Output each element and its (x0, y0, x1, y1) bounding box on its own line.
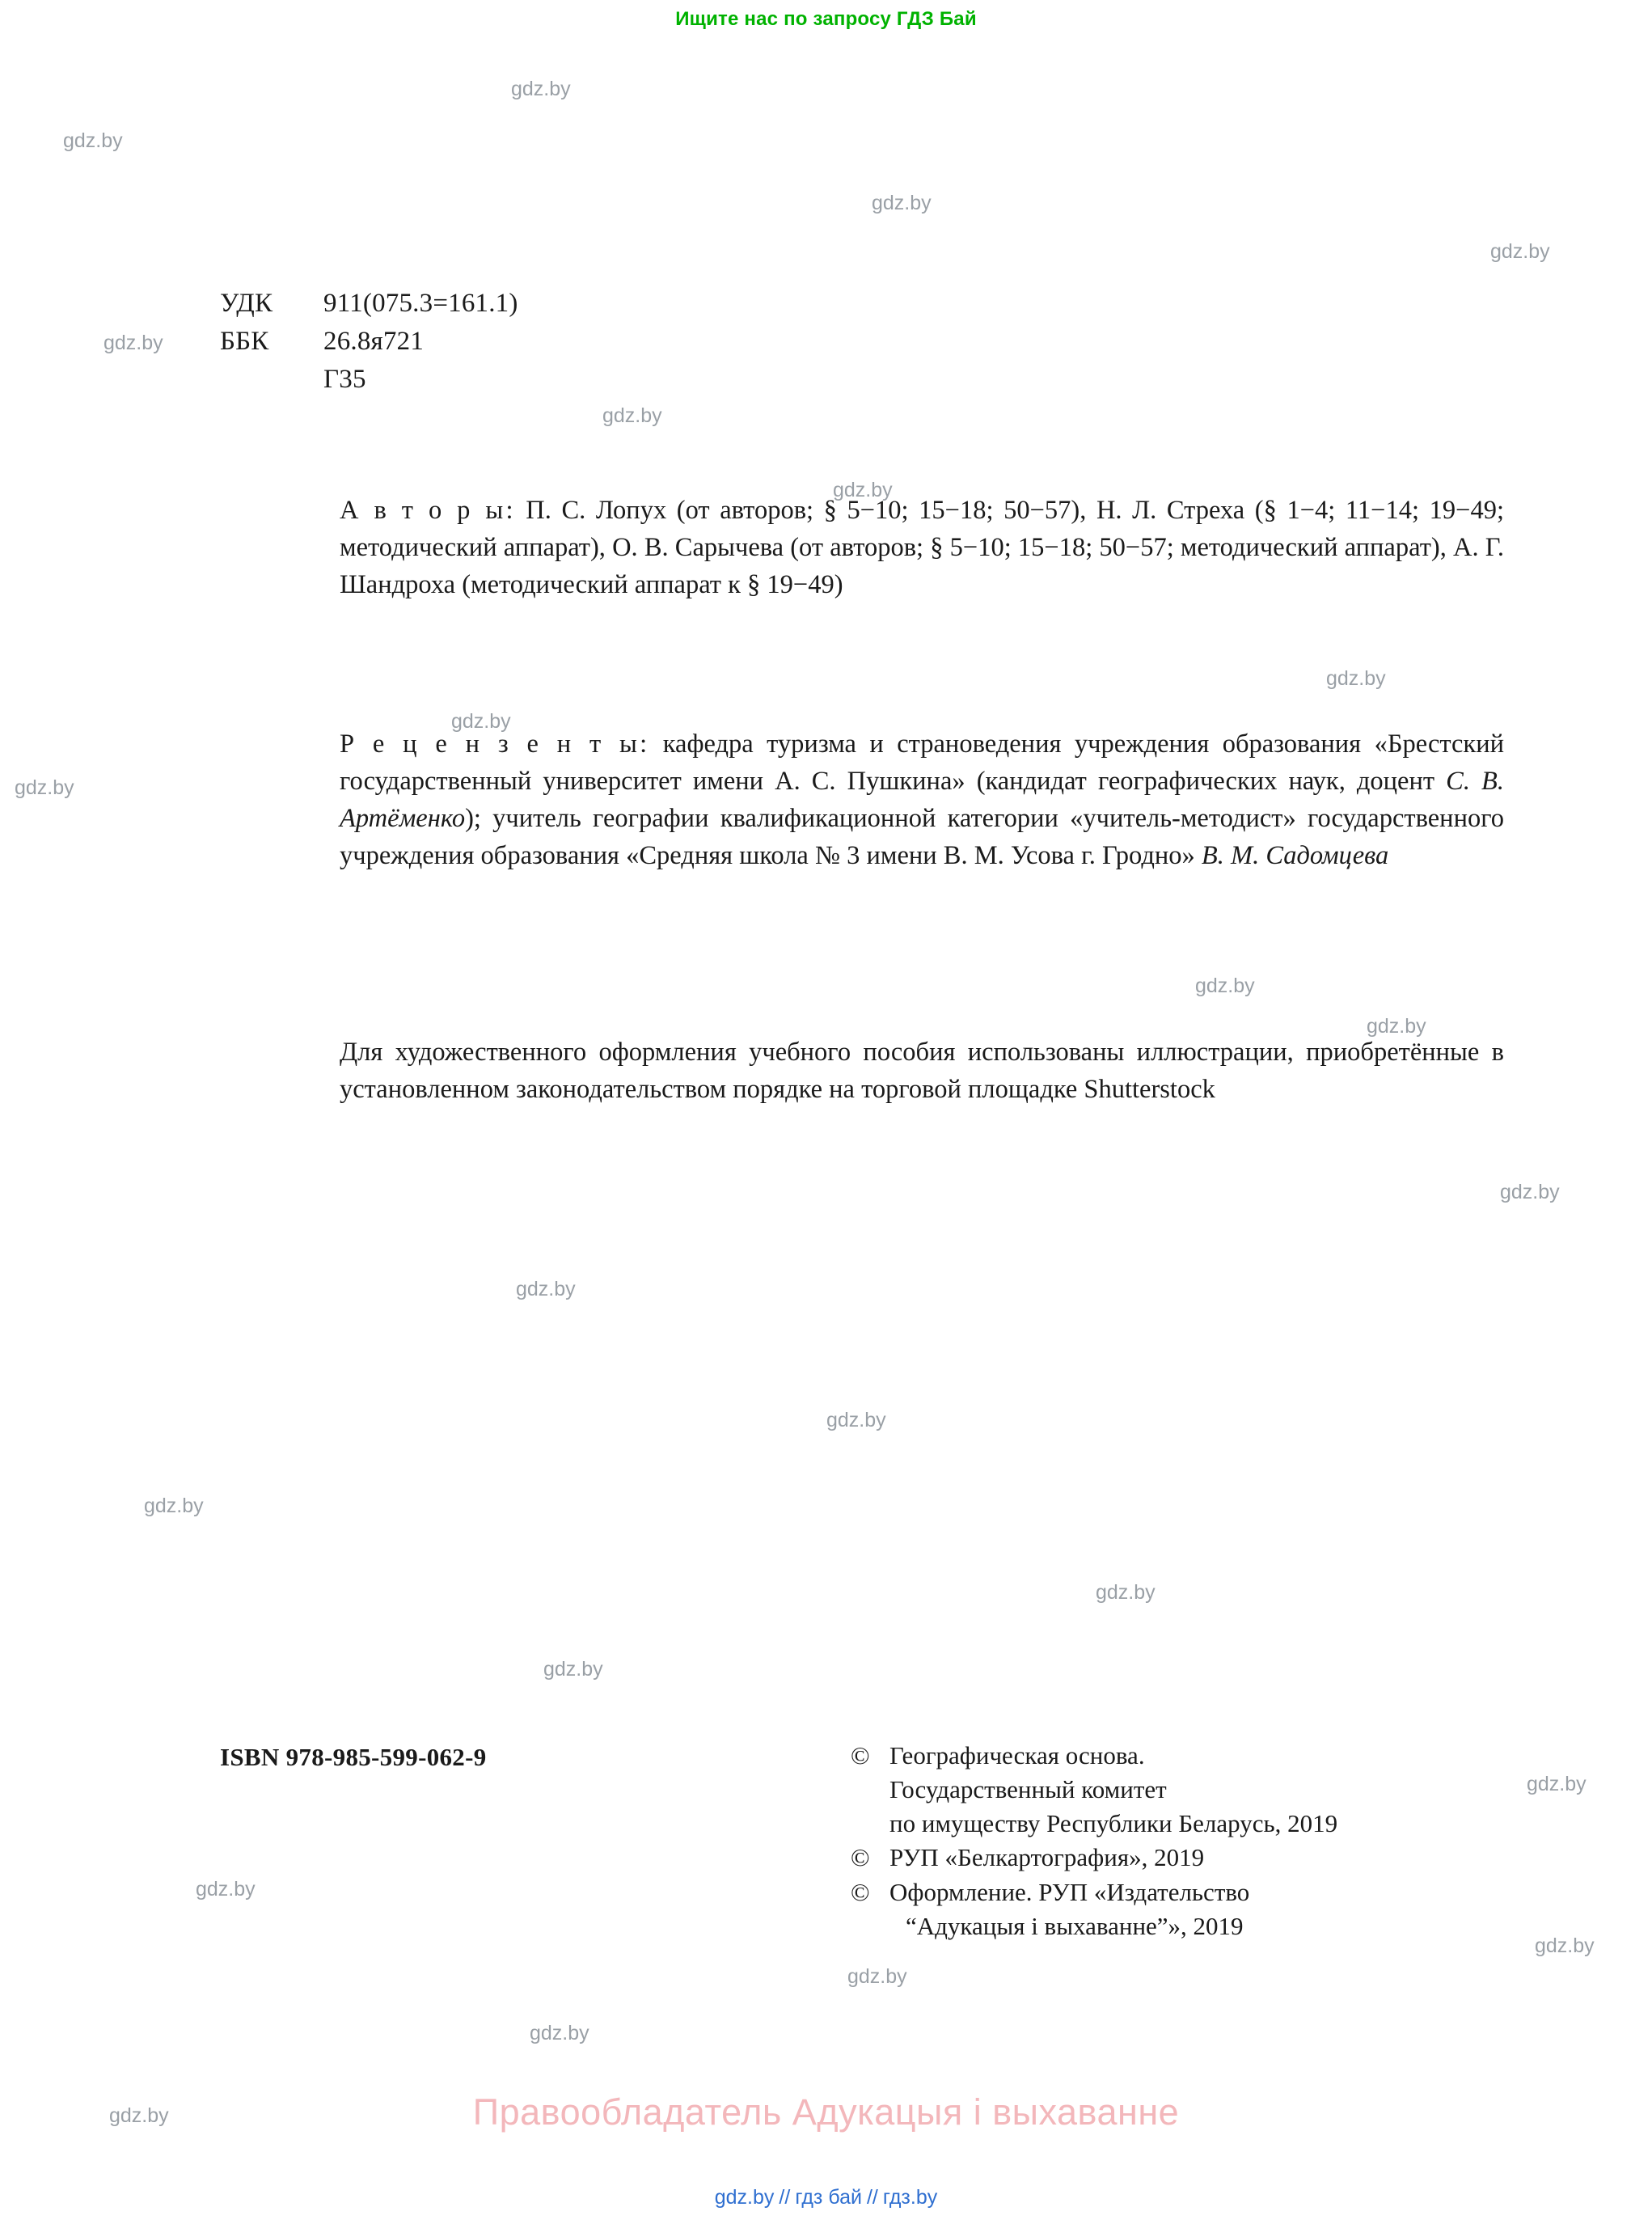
udk-label: УДК (220, 289, 273, 318)
catalog-code-row (220, 361, 518, 399)
watermark-tile: gdz.by (1326, 667, 1386, 690)
bbk-row (220, 323, 518, 361)
watermark-tile: gdz.by (1195, 975, 1255, 997)
watermark-tile: gdz.by (1527, 1773, 1587, 1795)
copyright-symbol: © (851, 1843, 870, 1872)
reviewers-paragraph (340, 725, 1504, 875)
copyright-line: по имуществу Республики Беларусь, 2019 (889, 1809, 1338, 1838)
watermark-tile: gdz.by (530, 2022, 589, 2044)
copyright-line: “Адукацыя і выхаванне”», 2019 (906, 1911, 1244, 1940)
bottom-banner-mid: гдз бай (795, 2186, 862, 2209)
watermark-tile: gdz.by (104, 332, 163, 354)
authors-text: П. С. Лопух (от авторов; § 5−10; 15−18; 50−57), Н. Л. Стреха (§ 1−4; 11−14; 19−49; методический аппарат), О. В. Сарычева (от авторов; § 5−10; 15−18; 50−57; методический аппарат), А. Г. Шандроха (методический аппарат к § 19−49) (340, 496, 1504, 600)
copyright-line (851, 1875, 1578, 1909)
rights-holder-overlay: Правообладатель Адукацыя і выхаванне (472, 2091, 1180, 2133)
bottom-banner-left: gdz.by (714, 2186, 775, 2209)
watermark-tile: gdz.by (109, 2104, 169, 2127)
watermark-tile: gdz.by (196, 1878, 256, 1901)
copyright-block (851, 1739, 1578, 1943)
watermark-tile: gdz.by (15, 776, 74, 799)
bottom-promo-banner (0, 2186, 1652, 2209)
catalog-code: Г35 (323, 364, 366, 394)
reviewer-name-1: С. В. Артёменко (340, 767, 1505, 834)
bbk-value: 26.8я721 (323, 326, 425, 356)
watermark-tile: gdz.by (516, 1278, 576, 1300)
watermark-tile: gdz.by (1535, 1934, 1595, 1957)
watermark-tile: gdz.by (1367, 1015, 1426, 1038)
copyright-text: РУП «Белкартография», 2019 (889, 1843, 1205, 1872)
watermark-tile: gdz.by (826, 1409, 886, 1431)
copyright-symbol: © (851, 1741, 870, 1769)
reviewer-name-2: В. М. Садомцева (1201, 841, 1389, 871)
watermark-tile: gdz.by (1500, 1181, 1560, 1203)
authors-paragraph (340, 492, 1504, 603)
bottom-banner-right: гдз.by (882, 2186, 938, 2209)
reviewers-label: Р е ц е н з е н т ы: (340, 729, 650, 759)
copyright-line: Государственный комитет (889, 1775, 1167, 1804)
udk-value: 911(075.3=161.1) (323, 289, 518, 318)
top-promo-banner: Ищите нас по запросу ГДЗ Бай (675, 8, 977, 30)
reviewers-text-2: ); учитель географии квалификационной категории «учитель-методист» государственного учреждения образования «Средняя школа № 3 имени В. М. Усова г. Гродно» (340, 804, 1504, 871)
watermark-tile: gdz.by (872, 192, 932, 214)
authors-label: А в т о р ы: (340, 496, 516, 525)
classification-block (220, 285, 518, 399)
isbn-text: ISBN 978-985-599-062-9 (220, 1743, 487, 1771)
copyright-symbol: © (851, 1877, 870, 1906)
copyright-line (851, 1841, 1578, 1875)
watermark-tile: gdz.by (1096, 1581, 1156, 1604)
watermark-tile: gdz.by (511, 78, 571, 100)
watermark-tile: gdz.by (833, 479, 893, 501)
copyright-text: Оформление. РУП «Издательство (889, 1877, 1250, 1906)
watermark-tile: gdz.by (451, 710, 511, 733)
bottom-banner-sep-1: // (779, 2186, 791, 2209)
watermark-tile: gdz.by (63, 129, 123, 152)
bbk-label: ББК (220, 326, 269, 356)
watermark-tile: gdz.by (1490, 240, 1550, 263)
udk-row (220, 285, 518, 323)
watermark-tile: gdz.by (144, 1495, 204, 1517)
bottom-banner-sep-2: // (866, 2186, 878, 2209)
copyright-line (851, 1739, 1578, 1773)
copyright-text: Географическая основа. (889, 1741, 1145, 1769)
watermark-tile: gdz.by (543, 1658, 603, 1681)
reviewers-text-1: кафедра туризма и страноведения учреждения образования «Брестский государственный университет имени А. С. Пушкина» (кандидат географических наук, доцент (340, 729, 1504, 797)
design-note-paragraph: Для художественного оформления учебного пособия использованы иллюстрации, приобретённые в установленном законодательством порядке на торговой площадке Shutterstock (340, 1038, 1504, 1105)
watermark-tile: gdz.by (847, 1965, 907, 1988)
watermark-tile: gdz.by (602, 404, 662, 427)
